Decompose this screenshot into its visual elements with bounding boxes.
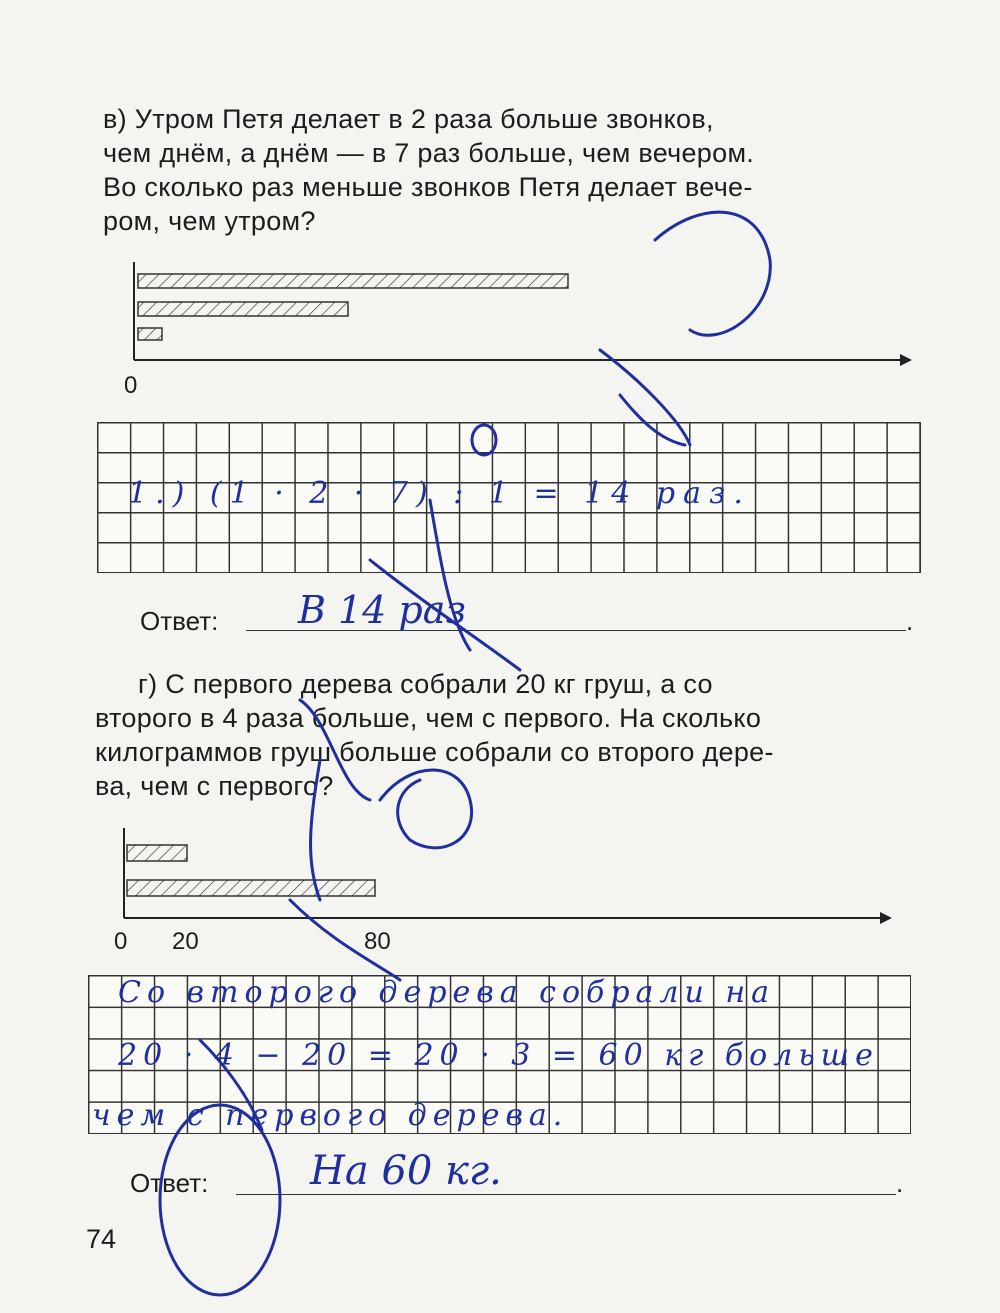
task-v-line-3: Во сколько раз меньше звонков Петя делает вече- <box>103 172 753 202</box>
task-v-line-1: в) Утром Петя делает в 2 раза больше звонков, <box>103 104 714 134</box>
handwritten-solution-g-line-2: 20 · 4 − 20 = 20 · 3 = 60 кг больше <box>118 1038 879 1073</box>
pen-stroke-8 <box>290 900 400 980</box>
task-v-line-4: ром, чем утром? <box>103 206 316 236</box>
handwritten-answer-g: На 60 кг. <box>310 1148 502 1194</box>
task-g-line-1: г) С первого дерева собрали 20 кг груш, а со <box>138 669 713 699</box>
pen-stroke-4 <box>430 500 470 650</box>
pen-stroke-2 <box>600 350 690 445</box>
pen-stroke-10 <box>311 760 320 900</box>
axis-v-zero: 0 <box>124 372 138 399</box>
pen-stroke-6 <box>300 700 370 800</box>
task-g-line-4: ва, чем с первого? <box>95 771 334 801</box>
axis-g-20: 20 <box>172 928 199 955</box>
answer-end-v: . <box>906 606 914 636</box>
task-g-line-3: килограммов груш больше собрали со второго дере- <box>95 737 774 767</box>
task-g-line-2: второго в 4 раза больше, чем с первого. На сколько <box>95 703 762 733</box>
answer-end-g: . <box>896 1168 904 1198</box>
pen-circle-1 <box>472 425 496 455</box>
pen-stroke-7 <box>380 770 472 848</box>
pen-stroke-1 <box>655 212 770 335</box>
pen-circle-2 <box>160 1105 280 1295</box>
answer-label-g: Ответ: <box>130 1168 209 1198</box>
handwritten-solution-g-line-1: Со второго дерева собрали на <box>118 975 776 1010</box>
pen-stroke-9 <box>200 1040 262 1130</box>
task-v-line-2: чем днём, а днём — в 7 раз больше, чем вечером. <box>103 138 755 168</box>
handwritten-solution-g-line-3: чем с первого дерева. <box>92 1098 569 1133</box>
axis-g-80: 80 <box>364 928 391 955</box>
answer-label-v: Ответ: <box>140 606 219 636</box>
handwritten-solution-v: 1.) (1 · 2 · 7) : 1 = 14 раз. <box>128 476 751 511</box>
axis-g-zero: 0 <box>114 928 128 955</box>
handwritten-answer-v: В 14 раз <box>298 588 467 632</box>
page-number: 74 <box>86 1224 117 1254</box>
